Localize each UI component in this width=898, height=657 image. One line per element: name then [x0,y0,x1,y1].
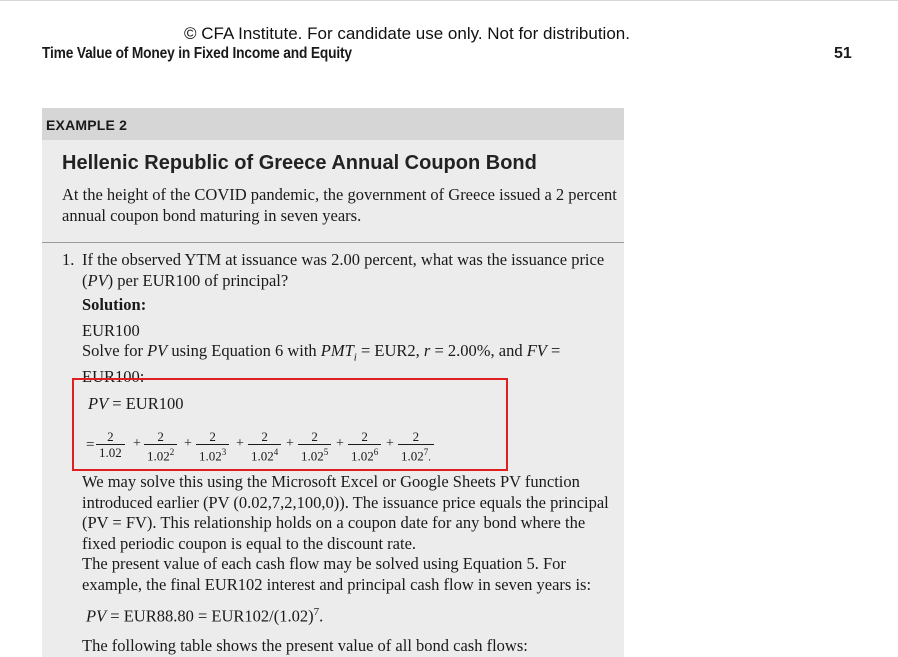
plus-sign: + [236,436,244,451]
fraction-term: $\frac{2}{1.02^7.}$ [398,430,434,465]
solution-answer: EUR100 [82,321,140,340]
highlight-box [72,378,508,471]
equals-sign: = [86,437,95,453]
example-intro: At the height of the COVID pandemic, the government of Greece issued a 2 percent annual coupon bond maturing in seven years. [62,185,617,225]
plus-sign: + [133,436,141,451]
running-head: Time Value of Money in Fixed Income and Equity [42,45,352,62]
fraction-term: $\frac{2}{1.02^6}$ [348,430,381,463]
fraction-term: $\frac{2}{1.02^5}$ [298,430,331,463]
question-number: 1. [62,250,75,269]
pv-final-cashflow: PV = $EUR88.80 = EUR102/(1.02)^7$. [86,606,324,626]
section-divider [42,242,624,243]
question-text: If the observed YTM at issuance was 2.00 percent, what was the issuance price (PV) per EUR100 of principal? [82,250,605,290]
example-label: EXAMPLE 2 [46,117,128,133]
fraction-term: $\frac{2}{1.02^3}$ [196,430,229,463]
example-header [42,108,624,140]
plus-sign: + [184,436,192,451]
page-number: 51 [834,45,852,62]
paragraph-table-intro: The following table shows the present value of all bond cash flows: [82,636,528,655]
example-title: Hellenic Republic of Greece Annual Coupon Bond [62,152,537,174]
paragraph-equation-5: The present value of each cash flow may be solved using Equation 5. For example, the final EUR102 interest and principal cash flow in seven years is: [82,554,592,594]
fraction-term: $\frac{2}{1.02}$ [96,430,125,460]
fraction-term: $\frac{2}{1.02^2}$ [144,430,177,463]
plus-sign: + [336,436,344,451]
plus-sign: + [286,436,294,451]
top-border [0,0,898,1]
pv-equation-line: PV = EUR100 [88,394,184,413]
copyright-notice: © CFA Institute. For candidate use only. Not for distribution. [184,24,630,43]
solution-method: Solve for PV using Equation 6 with $PMT_i = EUR2$, r = 2.00%, and FV = EUR100: [82,341,561,387]
solution-label: Solution: [82,295,147,314]
paragraph-excel-function: We may solve this using the Microsoft Excel or Google Sheets PV function introduced earlier (PV (0.02,7,2,100,0)). The issuance price equals the principal (PV = FV). This relationship holds on a coupon date for any bond where the fixed periodic coupon is equal to the discount rate. [82,472,609,553]
fraction-term: $\frac{2}{1.02^4}$ [248,430,281,463]
plus-sign: + [386,436,394,451]
